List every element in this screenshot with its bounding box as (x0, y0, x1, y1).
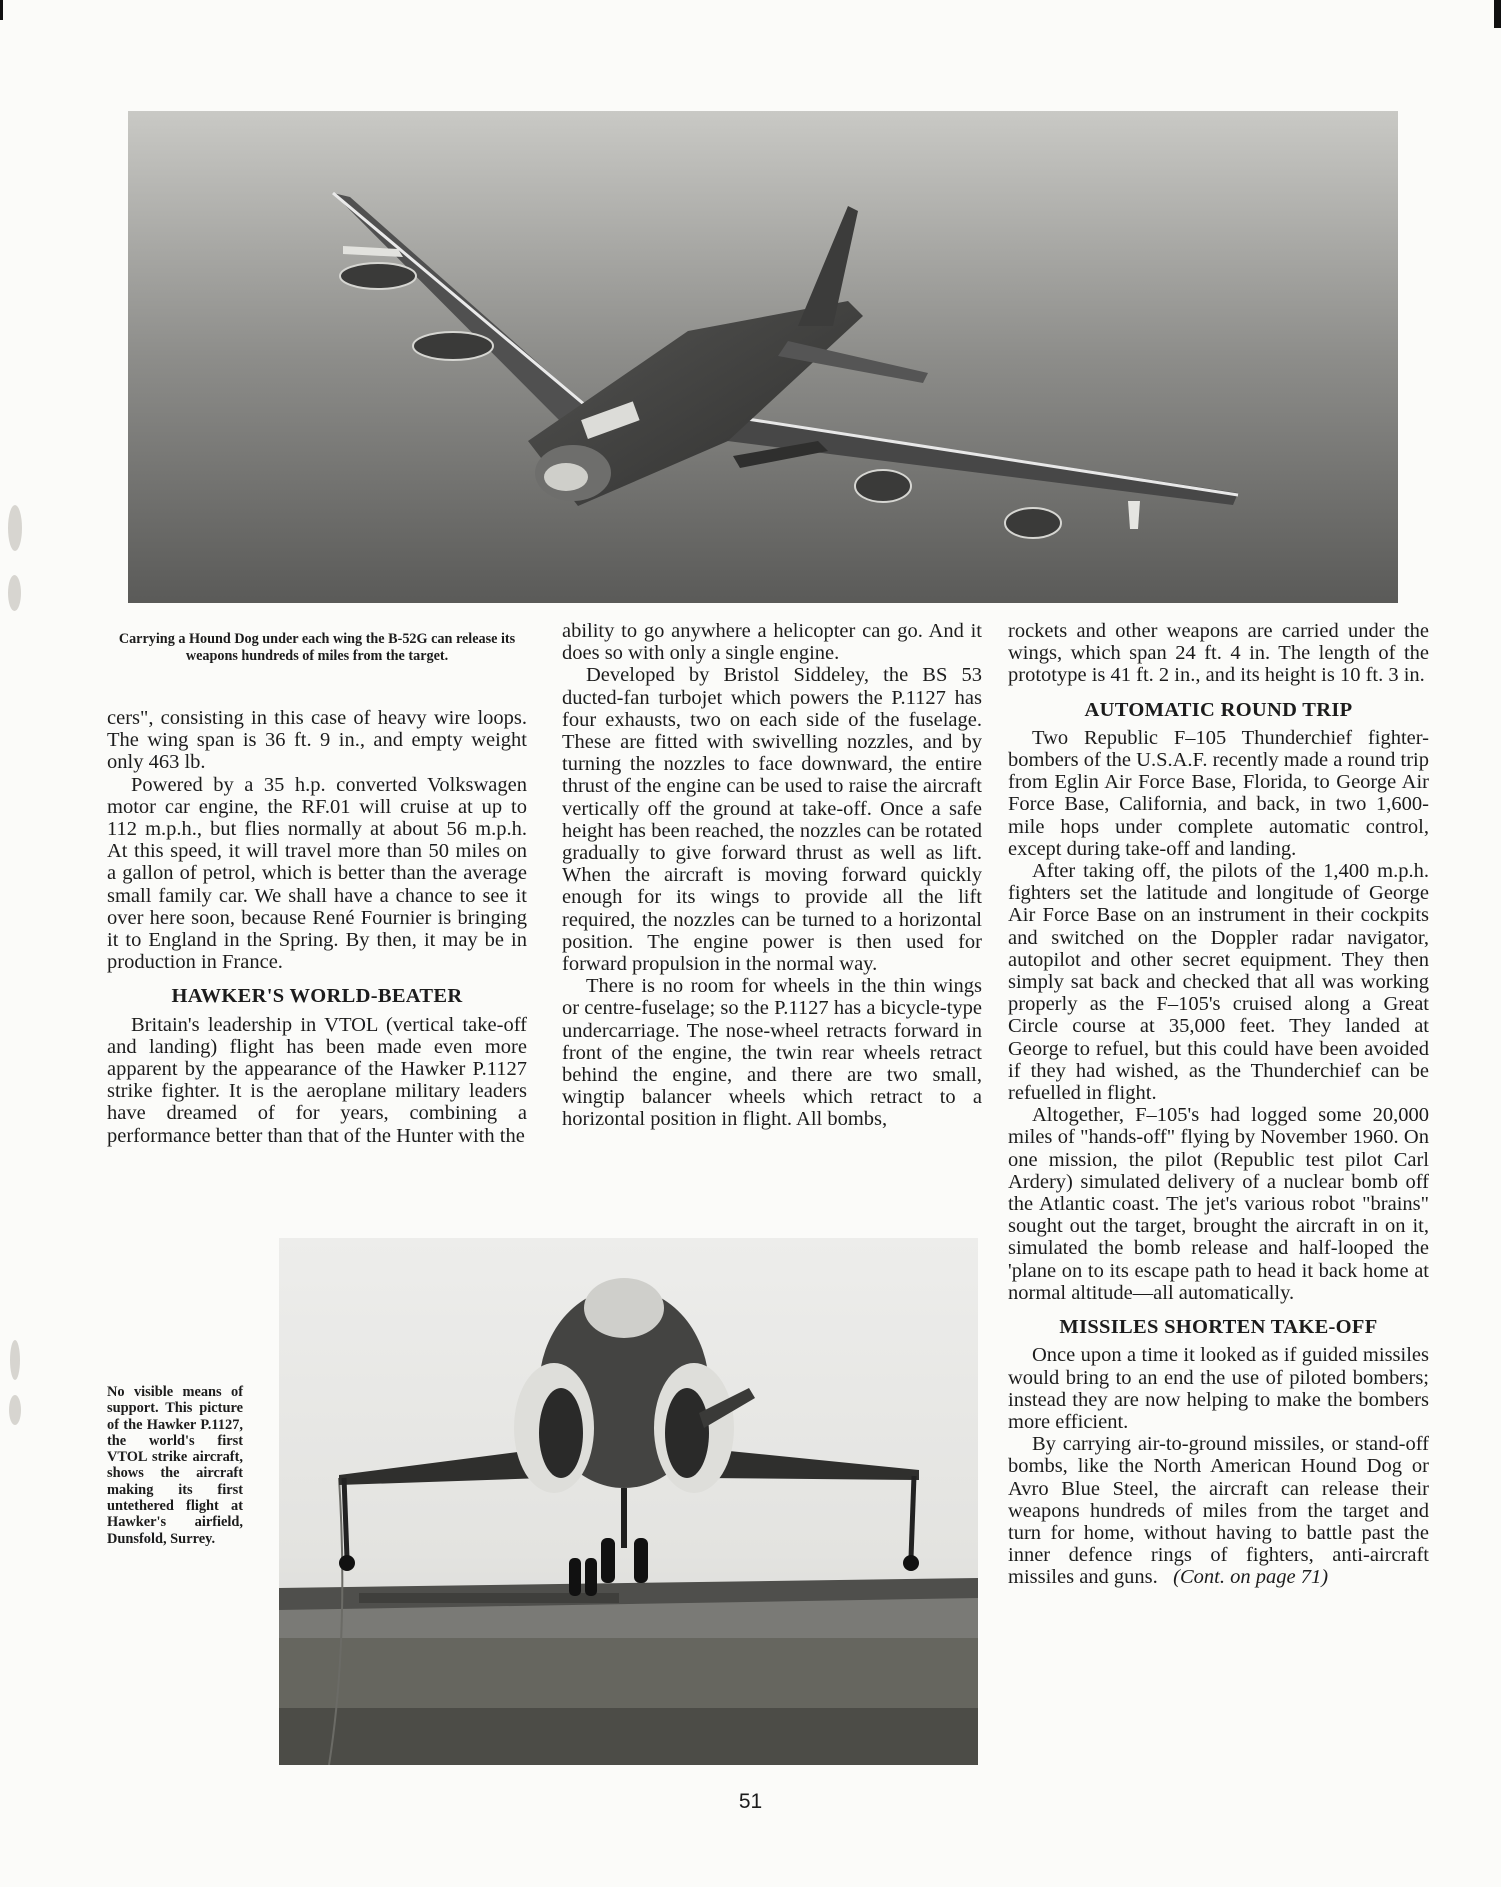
p1127-illustration (279, 1238, 978, 1765)
col3-paragraph-6-text: By carrying air-to-ground missiles, or stand-off bombs, like the North American Hound Dog or Avro Blue Steel, the aircraft can release their weapons hundreds of miles from the target and turn for home, without having to battle past the inner defence rings of fighters, anti-aircraft missiles and guns. (1008, 1433, 1429, 1589)
p1127-caption: No visible means of support. This picture of the Hawker P.1127, the world's first VTOL strike aircraft, shows the aircraft making its first untethered flight at Hawker's airfield, Dunsfold, Surrey. (107, 1384, 243, 1547)
column-3 (1008, 620, 1429, 1589)
page-number: 51 (738, 1790, 763, 1813)
margin-smudge (9, 1395, 21, 1425)
heading-automatic-round-trip: AUTOMATIC ROUND TRIP (1084, 698, 1353, 721)
column-2 (562, 620, 982, 1131)
col2-paragraph-3: There is no room for wheels in the thin wings or centre-fuselage; so the P.1127 has a bicycle-type undercarriage. The nose-wheel retracts forward in front of the engine, the twin rear wheels retract behind the engine, and there are two small, wingtip balancer wheels which retract to a horizontal position in flight. All bombs, (562, 975, 982, 1131)
b52-illustration (128, 111, 1398, 603)
margin-smudge (8, 575, 21, 611)
column-1 (107, 707, 527, 1147)
col2-paragraph-2: Developed by Bristol Siddeley, the BS 53 ducted-fan turbojet which powers the P.1127 has four exhausts, two on each side of the fuselage. These are fitted with swivelling nozzles, and by turning the nozzles to face downward, the entire thrust of the engine can be used to raise the aircraft vertically off the ground at take-off. Once a safe height has been reached, the nozzles can be rotated gradually to give forward thrust as well as lift. When the aircraft is moving forward quickly enough for its wings to provide all the lift required, the nozzles can be turned to a horizontal position. The engine power is then used for forward propulsion in the normal way. (562, 664, 982, 976)
left-edge-mark (0, 0, 3, 20)
b52-caption: Carrying a Hound Dog under each wing the B-52G can release its weapons hundreds of miles from the target. (118, 631, 516, 664)
col3-paragraph-6 (1008, 1433, 1429, 1588)
p1127-photo (279, 1238, 978, 1765)
col3-paragraph-1: rockets and other weapons are carried under the wings, which span 24 ft. 4 in. The length of the prototype is 41 ft. 2 in., and its height is 10 ft. 3 in. (1008, 620, 1429, 687)
col3-paragraph-2: Two Republic F–105 Thunderchief fighter-bombers of the U.S.A.F. recently made a round trip from Eglin Air Force Base, Florida, to George Air Force Base, California, and back, in two 1,600-mile hops under complete automatic control, except during take-off and landing. (1008, 726, 1429, 860)
col3-paragraph-4: Altogether, F–105's had logged some 20,000 miles of "hands-off" flying by November 1960. On one mission, the pilot (Republic test pilot Carl Ardery) simulated delivery of a nuclear bomb off the Atlantic coast. The jet's various robot "brains" sought out the target, brought the aircraft in on it, simulated the bomb release and half-looped the 'plane on to its escape path to head it back home at normal altitude—all automatically. (1008, 1104, 1429, 1304)
col2-paragraph-1: ability to go anywhere a helicopter can go. And it does so with only a single engine. (562, 620, 982, 665)
margin-smudge (8, 505, 22, 551)
col1-paragraph-3: Britain's leadership in VTOL (vertical take-off and landing) flight has been made even more apparent by the appearance of the Hawker P.1127 strike fighter. It is the aeroplane military leaders have dreamed of for years, combining a performance better than that of the Hunter with the (107, 1013, 527, 1147)
heading-missiles-shorten-take-off: MISSILES SHORTEN TAKE-OFF (1059, 1316, 1378, 1339)
col1-paragraph-2: Powered by a 35 h.p. converted Volkswagen motor car engine, the RF.01 will cruise at up to 112 m.p.h., but flies normally at about 56 m.p.h. At this speed, it will travel more than 50 miles on a gallon of petrol, which is better than the average small family car. We shall have a chance to see it over here soon, because René Fournier is bringing it to England in the Spring. By then, it may be in production in France. (107, 773, 527, 974)
col3-paragraph-5: Once upon a time it looked as if guided missiles would bring to an end the use of piloted bombers; instead they are now helping to make the bombers more efficient. (1008, 1344, 1429, 1433)
margin-smudge (10, 1340, 20, 1380)
b52-photo (128, 111, 1398, 603)
col1-paragraph-1: cers", consisting in this case of heavy wire loops. The wing span is 36 ft. 9 in., and empty weight only 463 lb. (107, 707, 527, 774)
heading-hawkers-world-beater: HAWKER'S WORLD-BEATER (171, 985, 463, 1008)
col3-paragraph-3: After taking off, the pilots of the 1,400 m.p.h. fighters set the latitude and longitude of George Air Force Base on an instrument in their cockpits and switched on the Doppler radar navigator, autopilot and other secret equipment. They then simply sat back and checked that all was working properly as the F–105's cruised along a Great Circle course at 35,000 feet. They landed at George to refuel, but this could have been avoided if they had wished, as the Thunderchief can be refuelled in flight. (1008, 860, 1429, 1105)
right-edge-mark (1494, 0, 1501, 28)
continued-note: (Cont. on page 71) (1173, 1566, 1329, 1589)
